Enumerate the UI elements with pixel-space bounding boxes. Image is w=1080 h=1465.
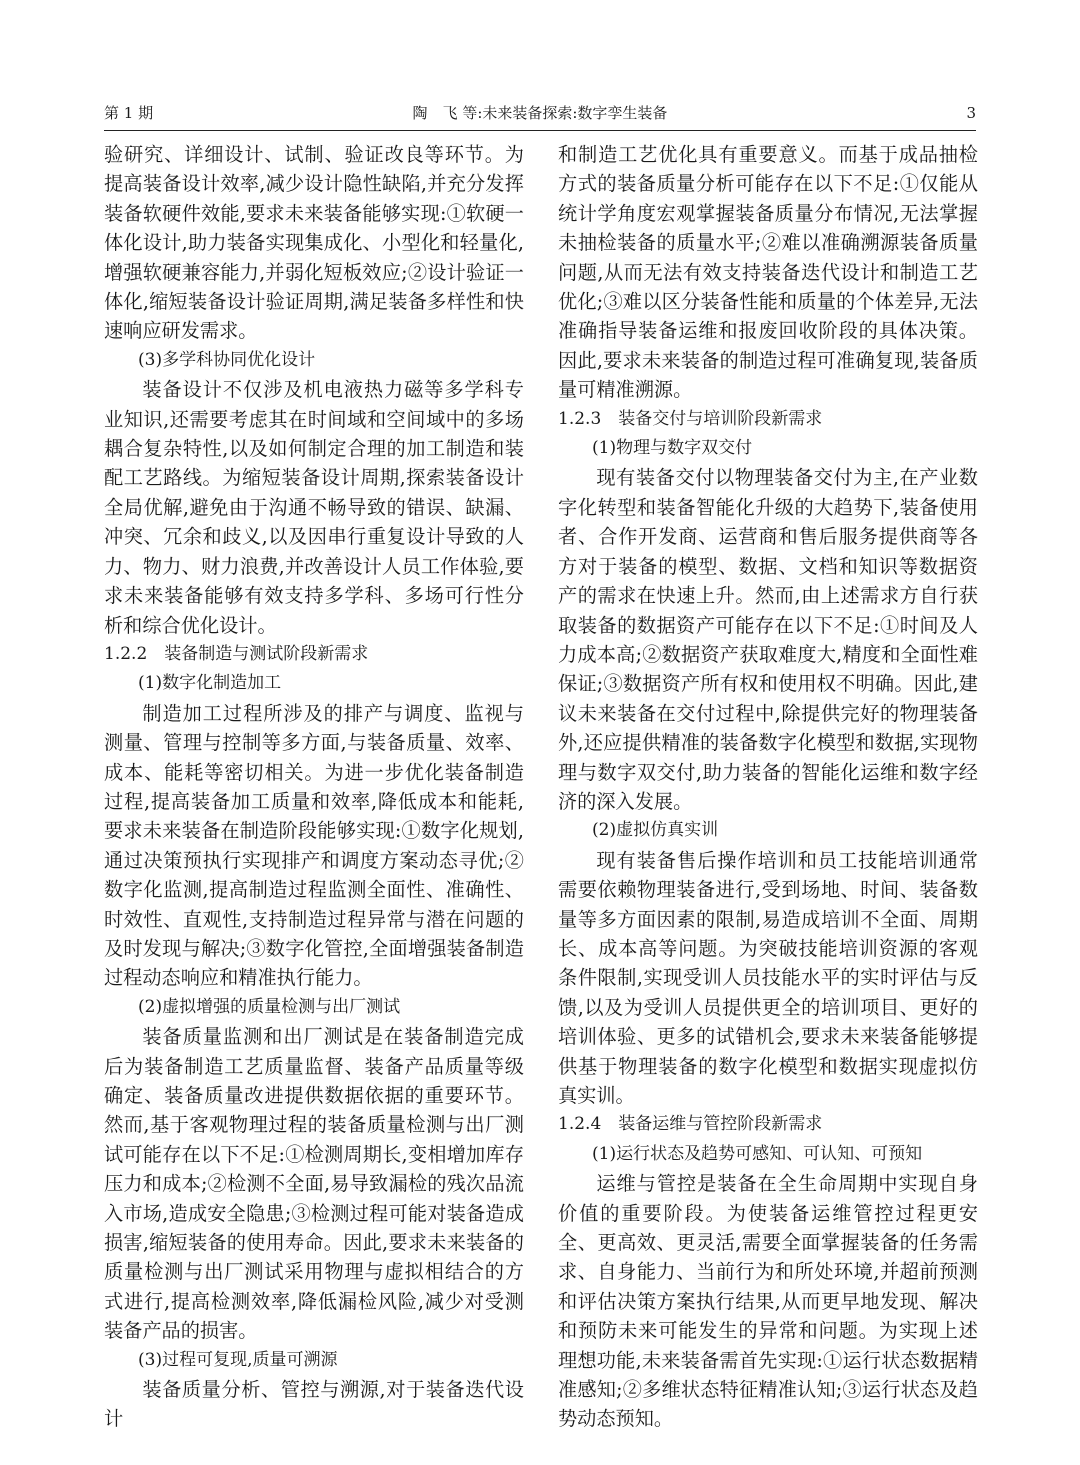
subsection-heading: (3)多学科协同优化设计 bbox=[138, 349, 316, 370]
subsection-heading: (1)物理与数字双交付 bbox=[592, 438, 753, 459]
subsection-heading: (2)虚拟仿真实训 bbox=[592, 820, 719, 841]
running-title: 陶 飞 等:未来装备探索:数字孪生装备 bbox=[412, 104, 668, 122]
body-paragraph: 现有装备售后操作培训和员工技能培训通常需要依赖物理装备进行,受到场地、时间、装备数量等多方面因素的限制,易造成培训不全面、周期长、成本高等问题。为突破技能培训资源的客观条件限制,实现受训人员技能水平的实时评估与反馈,以及为受训人员提供更全的培训项目、更好的培训体验、更多的试错机会,要求未来装备能够提供基于物理装备的数字化模型和数据实现虚拟仿真实训。 bbox=[558, 848, 978, 1107]
body-paragraph: 验研究、详细设计、试制、验证改良等环节。为提高装备设计效率,减少设计隐性缺陷,并充分发挥装备软硬件效能,要求未来装备能够实现:①软硬一体化设计,助力装备实现集成化、小型化和轻量化,增强软硬兼容能力,并弱化短板效应;②设计验证一体化,缩短装备设计验证周期,满足装备多样性和快速响应研发需求。 bbox=[104, 143, 524, 343]
section-heading: 1.2.2 装备制造与测试阶段新需求 bbox=[104, 643, 369, 664]
running-header bbox=[104, 96, 976, 131]
body-paragraph: 现有装备交付以物理装备交付为主,在产业数字化转型和装备智能化升级的大趋势下,装备使用者、合作开发商、运营商和售后服务提供商等各方对于装备的模型、数据、文档和知识等数据资产的需求在快速上升。然而,由上述需求方自行获取装备的数据资产可能存在以下不足:①时间及人力成本高;②数据资产获取难度大,精度和全面性难保证;③数据资产所有权和使用权不明确。因此,建议未来装备在交付过程中,除提供完好的物理装备外,还应提供精准的装备数字化模型和数据,实现物理与数字双交付,助力装备的智能化运维和数字经济的深入发展。 bbox=[558, 466, 978, 813]
body-paragraph: 制造加工过程所涉及的排产与调度、监视与测量、管理与控制等多方面,与装备质量、效率、成本、能耗等密切相关。为进一步优化装备制造过程,提高装备加工质量和效率,降低成本和能耗,要求未来装备在制造阶段能够实现:①数字化规划,通过决策预执行实现排产和调度方案动态寻优;②数字化监测,提高制造过程监测全面性、准确性、时效性、直观性,支持制造过程异常与潜在问题的及时发现与解决;③数字化管控,全面增强装备制造过程动态响应和精准执行能力。 bbox=[104, 701, 524, 990]
subsection-heading: (1)数字化制造加工 bbox=[138, 673, 282, 694]
subsection-heading: (3)过程可复现,质量可溯源 bbox=[138, 1349, 338, 1370]
section-heading: 1.2.4 装备运维与管控阶段新需求 bbox=[558, 1114, 823, 1135]
page-number: 3 bbox=[966, 104, 976, 122]
body-paragraph: 运维与管控是装备在全生命周期中实现自身价值的重要阶段。为使装备运维管控过程更安全、更高效、更灵活,需要全面掌握装备的任务需求、自身能力、当前行为和所处环境,并超前预测和评估决策方案执行结果,从而更早地发现、解决和预防未来可能发生的异常和问题。为实现上述理想功能,未来装备需首先实现:①运行状态数据精准感知;②多维状态特征精准认知;③运行状态及趋势动态预知。 bbox=[558, 1172, 978, 1431]
body-paragraph: 和制造工艺优化具有重要意义。而基于成品抽检方式的装备质量分析可能存在以下不足:①仅能从统计学角度宏观掌握装备质量分布情况,无法掌握未抽检装备的质量水平;②难以准确溯源装备质量问题,从而无法有效支持装备迭代设计和制造工艺优化;③难以区分装备性能和质量的个体差异,无法准确指导装备运维和报废回收阶段的具体决策。因此,要求未来装备的制造过程可准确复现,装备质量可精准溯源。 bbox=[558, 143, 978, 402]
body-paragraph: 装备质量分析、管控与溯源,对于装备迭代设计 bbox=[104, 1378, 524, 1431]
body-paragraph: 装备设计不仅涉及机电液热力磁等多学科专业知识,还需要考虑其在时间域和空间域中的多场耦合复杂特性,以及如何制定合理的加工制造和装配工艺路线。为缩短装备设计周期,探索装备设计全局优解,避免由于沟通不畅导致的错误、缺漏、冲突、冗余和歧义,以及因串行重复设计导致的人力、物力、财力浪费,并改善设计人员工作体验,要求未来装备能够有效支持多学科、多场可行性分析和综合优化设计。 bbox=[104, 378, 524, 637]
section-heading: 1.2.3 装备交付与培训阶段新需求 bbox=[558, 408, 823, 429]
subsection-heading: (2)虚拟增强的质量检测与出厂测试 bbox=[138, 996, 401, 1017]
body-paragraph: 装备质量监测和出厂测试是在装备制造完成后为装备制造工艺质量监督、装备产品质量等级确定、装备质量改进提供数据依据的重要环节。然而,基于客观物理过程的装备质量检测与出厂测试可能存在以下不足:①检测周期长,变相增加库存压力和成本;②检测不全面,易导致漏检的残次品流入市场,造成安全隐患;③检测过程可能对装备造成损害,缩短装备的使用寿命。因此,要求未来装备的质量检测与出厂测试采用物理与虚拟相结合的方式进行,提高检测效率,降低漏检风险,减少对受测装备产品的损害。 bbox=[104, 1025, 524, 1343]
subsection-heading: (1)运行状态及趋势可感知、可认知、可预知 bbox=[592, 1143, 923, 1164]
left-column bbox=[104, 140, 524, 1434]
issue-number: 第 1 期 bbox=[104, 104, 154, 122]
right-column bbox=[558, 140, 978, 1434]
